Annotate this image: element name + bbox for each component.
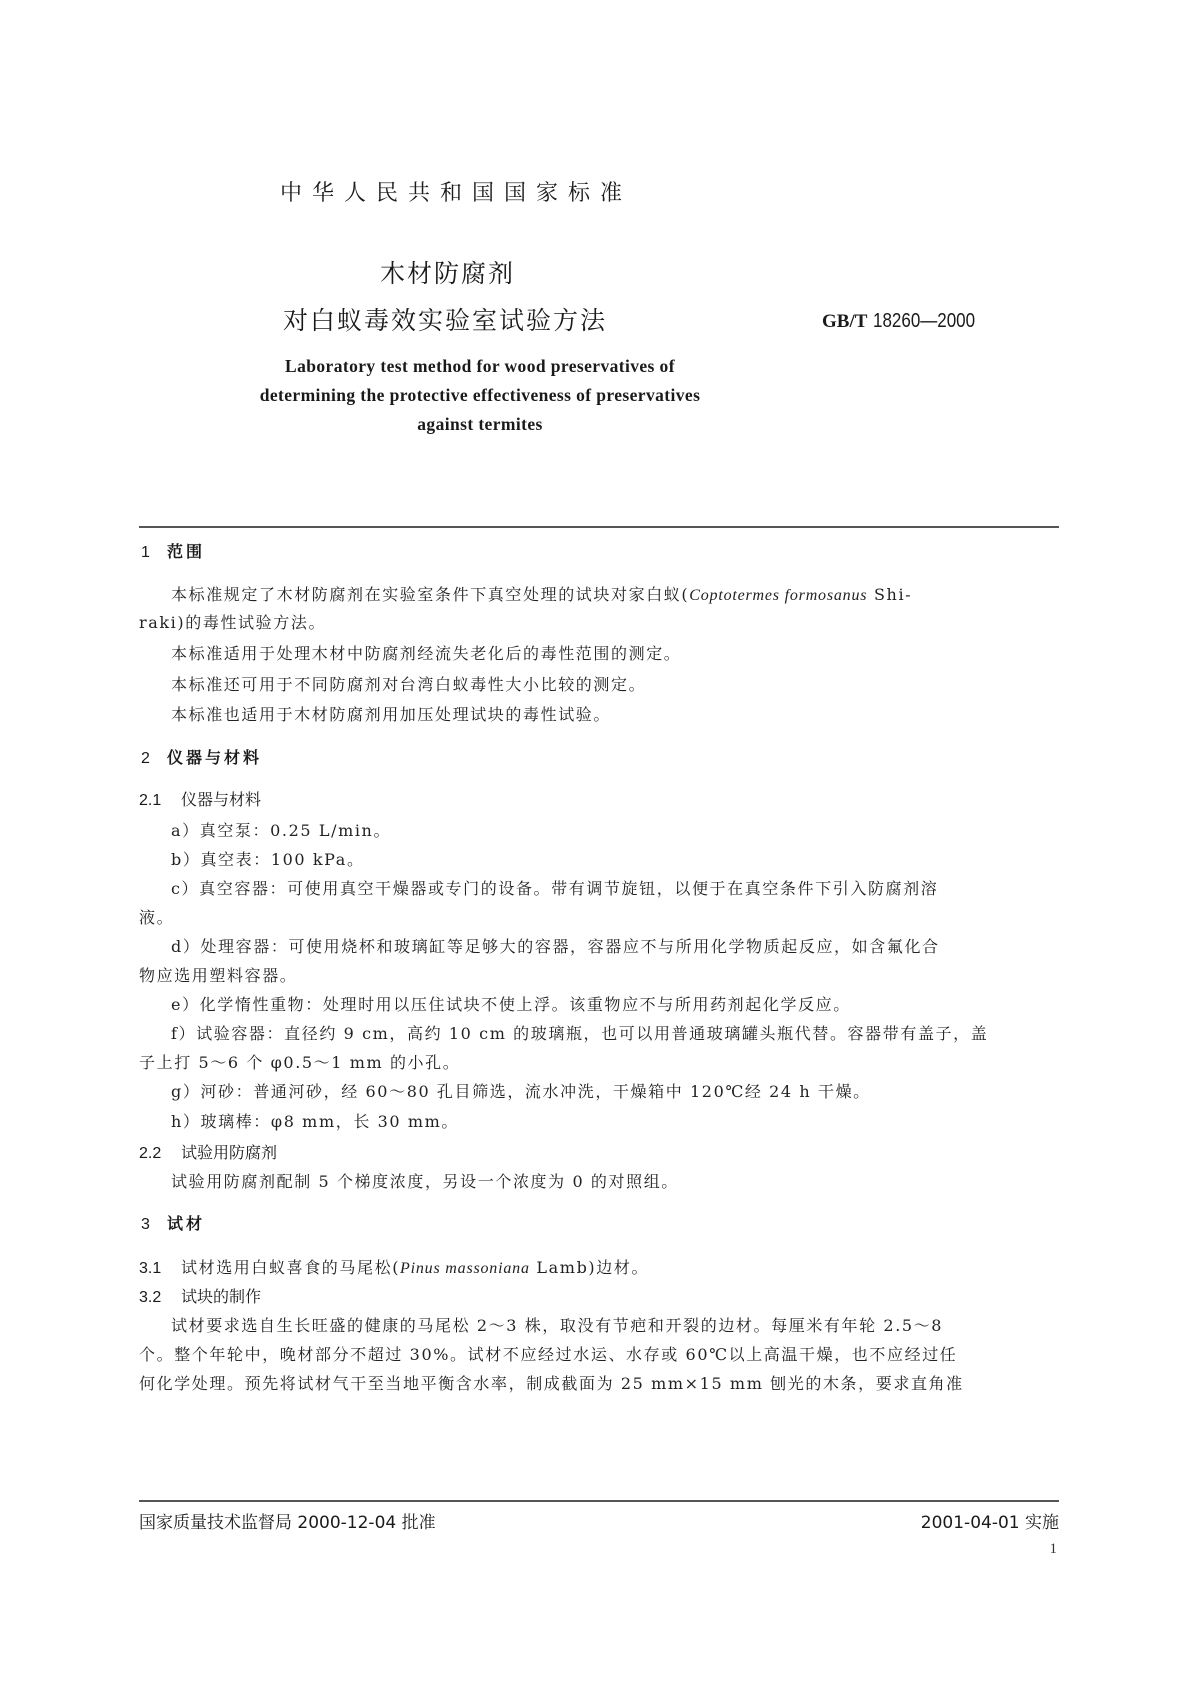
approval-line: 国家质量技术监督局 2000-12-04 批准 — [139, 1513, 436, 1533]
subsection-number: 2.2 — [139, 1145, 162, 1162]
standard-number: 18260—2000 — [873, 310, 976, 332]
section-title: 范围 — [167, 542, 206, 561]
item-d-line-1: d）处理容器：可使用烧杯和玻璃缸等足够大的容器，容器应不与所用化学物质起反应，如含氟化合 — [171, 937, 940, 956]
section-1-paragraph-1-line-2: raki)的毒性试验方法。 — [139, 613, 327, 632]
subsection-number: 2.1 — [139, 792, 162, 809]
text: Shi- — [867, 585, 913, 604]
item-f-line-2: 子上打 5～6 个 φ0.5～1 mm 的小孔。 — [139, 1053, 461, 1072]
document-title-line-1: 木材防腐剂 — [380, 259, 516, 288]
section-1-heading — [141, 539, 205, 562]
section-3-heading — [141, 1211, 205, 1234]
item-g: g）河砂：普通河砂，经 60～80 孔目筛选，流水冲洗，干燥箱中 120℃经 24 h 干燥。 — [171, 1082, 871, 1101]
item-d-line-2: 物应选用塑料容器。 — [139, 966, 298, 985]
section-number: 2 — [141, 750, 150, 767]
item-b: b）真空表：100 kPa。 — [171, 850, 365, 869]
item-a: a）真空泵：0.25 L/min。 — [171, 821, 392, 840]
section-1-paragraph-4: 本标准也适用于木材防腐剂用加压处理试块的毒性试验。 — [171, 705, 612, 724]
subsection-title: 仪器与材料 — [181, 790, 262, 809]
item-h: h）玻璃棒：φ8 mm，长 30 mm。 — [171, 1112, 459, 1131]
english-title-line-1: Laboratory test method for wood preservatives of — [285, 356, 675, 376]
document-title-line-2: 对白蚁毒效实验室试验方法 — [283, 306, 608, 335]
subsection-2-1-heading — [139, 787, 261, 810]
standard-prefix: GB/T — [822, 311, 868, 332]
subsection-title: 试验用防腐剂 — [181, 1143, 278, 1162]
item-c-line-1: c）真空容器：可使用真空干燥器或专门的设备。带有调节旋钮，以便于在真空条件下引入防腐剂溶 — [171, 879, 939, 898]
subsection-3-1 — [139, 1255, 649, 1278]
section-1-paragraph-2: 本标准适用于处理木材中防腐剂经流失老化后的毒性范围的测定。 — [171, 644, 682, 663]
species-name: Pinus massoniana — [400, 1260, 530, 1277]
implementation-line: 2001-04-01 实施 — [920, 1513, 1059, 1533]
page-number: 1 — [1049, 1541, 1057, 1557]
english-title-line-3: against termites — [417, 414, 543, 434]
section-2-heading — [141, 745, 262, 768]
header-divider — [139, 526, 1059, 528]
subsection-text — [181, 1258, 649, 1277]
subsection-number: 3.1 — [139, 1260, 162, 1277]
subsection-3-2-heading — [139, 1284, 261, 1307]
text: Lamb)边材。 — [529, 1258, 650, 1277]
section-1-paragraph-1-line-1 — [171, 582, 912, 605]
species-name: Coptotermes formosanus — [689, 587, 868, 604]
text: 本标准规定了木材防腐剂在实验室条件下真空处理的试块对家白蚁( — [171, 585, 690, 604]
section-title: 试材 — [167, 1214, 206, 1233]
text: 试材选用白蚁喜食的马尾松( — [181, 1258, 401, 1277]
standard-code — [822, 310, 994, 333]
item-f-line-1: f）试验容器：直径约 9 cm，高约 10 cm 的玻璃瓶，也可以用普通玻璃罐头瓶代替。容器带有盖子，盖 — [171, 1024, 989, 1043]
subsection-title: 试块的制作 — [181, 1287, 262, 1306]
subsection-3-2-line-3: 何化学处理。预先将试材气干至当地平衡含水率，制成截面为 25 mm×15 mm 刨光的木条，要求直角准 — [139, 1374, 964, 1393]
section-title: 仪器与材料 — [167, 748, 263, 767]
section-number: 3 — [141, 1216, 150, 1233]
section-1-paragraph-3: 本标准还可用于不同防腐剂对台湾白蚁毒性大小比较的测定。 — [171, 675, 647, 694]
english-title-line-2: determining the protective effectiveness of preservatives — [259, 385, 701, 405]
item-e: e）化学惰性重物：处理时用以压住试块不使上浮。该重物应不与所用药剂起化学反应。 — [171, 995, 851, 1014]
subsection-2-2-body: 试验用防腐剂配制 5 个梯度浓度，另设一个浓度为 0 的对照组。 — [171, 1172, 679, 1191]
subsection-3-2-line-1: 试材要求选自生长旺盛的健康的马尾松 2～3 株，取没有节疤和开裂的边材。每厘米有年轮 2.5～8 — [171, 1316, 944, 1335]
national-standard-heading: 中华人民共和国国家标准 — [280, 181, 633, 206]
footer-divider — [139, 1500, 1059, 1502]
subsection-number: 3.2 — [139, 1289, 162, 1306]
item-c-line-2: 液。 — [139, 908, 175, 927]
subsection-3-2-line-2: 个。整个年轮中，晚材部分不超过 30%。试材不应经过水运、水存或 60℃以上高温干燥，也不应经过任 — [139, 1345, 958, 1364]
subsection-2-2-heading — [139, 1140, 277, 1163]
section-number: 1 — [141, 544, 150, 561]
